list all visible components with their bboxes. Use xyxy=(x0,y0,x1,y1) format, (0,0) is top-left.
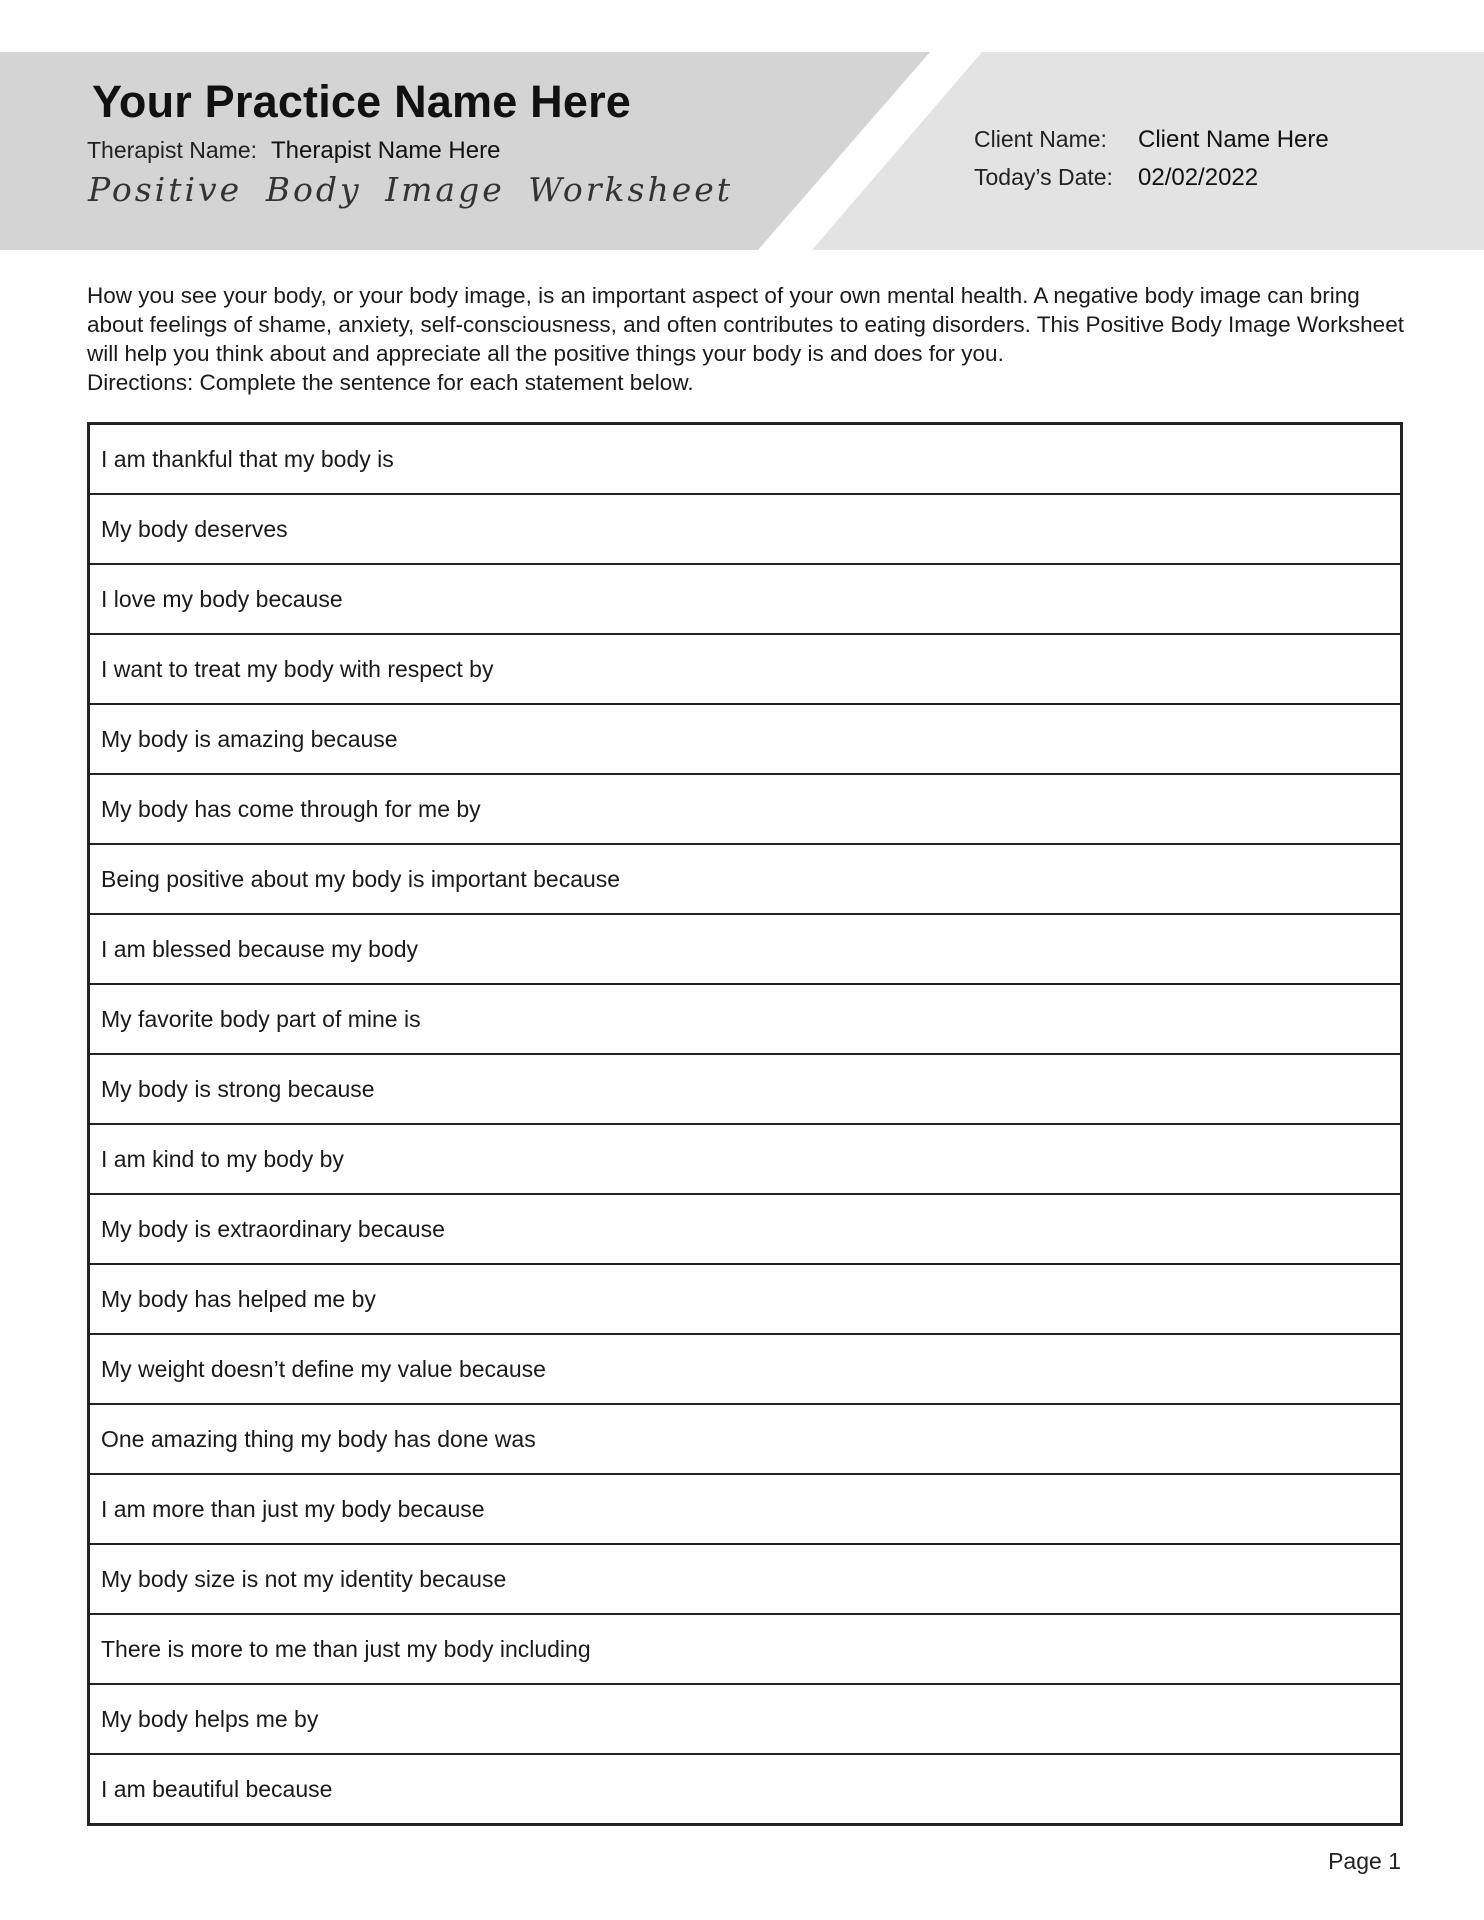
page-number: Page 1 xyxy=(1328,1848,1401,1874)
statement-text: There is more to me than just my body including xyxy=(101,1635,591,1662)
date-value[interactable]: 02/02/2022 xyxy=(1138,164,1259,191)
statement-text: I am more than just my body because xyxy=(101,1495,485,1522)
intro-paragraph: How you see your body, or your body image, is an important aspect of your own mental health. A negative body image can bring about feelings of shame, anxiety, self-consciousness, and often contributes to eating disorders. This Positive Body Image Worksheet will help you think about and appreciate all the positive things your body is and does for you. xyxy=(87,283,1404,366)
statement-text: One amazing thing my body has done was xyxy=(101,1425,536,1452)
statement-row[interactable] xyxy=(90,495,1400,565)
statement-row[interactable] xyxy=(90,1475,1400,1545)
statement-row[interactable] xyxy=(90,635,1400,705)
date-label: Today’s Date: xyxy=(974,164,1113,190)
therapist-label: Therapist Name: xyxy=(87,137,258,163)
statement-text: My body has helped me by xyxy=(101,1285,376,1312)
statement-text: My favorite body part of mine is xyxy=(101,1005,421,1032)
statement-text: My body is extraordinary because xyxy=(101,1215,445,1242)
practice-name: Your Practice Name Here xyxy=(92,76,632,127)
statement-row[interactable] xyxy=(90,425,1400,495)
intro-directions: Directions: Complete the sentence for each statement below. xyxy=(87,370,694,395)
statement-row[interactable] xyxy=(90,845,1400,915)
statement-row[interactable] xyxy=(90,775,1400,845)
statement-text: Being positive about my body is important because xyxy=(101,865,621,892)
client-field xyxy=(974,126,1329,154)
statement-row[interactable] xyxy=(90,985,1400,1055)
statement-row[interactable] xyxy=(90,915,1400,985)
intro-text xyxy=(87,281,1407,397)
statement-row[interactable] xyxy=(90,1405,1400,1475)
statement-row[interactable] xyxy=(90,1335,1400,1405)
statement-text: I am blessed because my body xyxy=(101,935,419,962)
statement-text: My body size is not my identity because xyxy=(101,1565,507,1592)
statement-table xyxy=(87,422,1403,1826)
statement-row[interactable] xyxy=(90,705,1400,775)
statement-row[interactable] xyxy=(90,1195,1400,1265)
date-field xyxy=(974,164,1258,192)
therapist-value[interactable]: Therapist Name Here xyxy=(271,137,501,164)
statement-text: My body is strong because xyxy=(101,1075,375,1102)
statement-text: I want to treat my body with respect by xyxy=(101,655,494,682)
statement-row[interactable] xyxy=(90,1055,1400,1125)
statement-row[interactable] xyxy=(90,1545,1400,1615)
client-value[interactable]: Client Name Here xyxy=(1138,126,1329,153)
statement-text: My body helps me by xyxy=(101,1705,319,1732)
statement-text: I love my body because xyxy=(101,585,343,612)
statement-row[interactable] xyxy=(90,1755,1400,1823)
statement-row[interactable] xyxy=(90,1615,1400,1685)
statement-text: My weight doesn’t define my value because xyxy=(101,1355,546,1382)
statement-text: I am beautiful because xyxy=(101,1775,333,1802)
statement-row[interactable] xyxy=(90,1265,1400,1335)
statement-row[interactable] xyxy=(90,565,1400,635)
statement-text: I am thankful that my body is xyxy=(101,445,394,472)
statement-text: I am kind to my body by xyxy=(101,1145,344,1172)
statement-text: My body is amazing because xyxy=(101,725,398,752)
statement-text: My body has come through for me by xyxy=(101,795,481,822)
client-label: Client Name: xyxy=(974,126,1107,152)
statement-row[interactable] xyxy=(90,1685,1400,1755)
statement-text: My body deserves xyxy=(101,515,288,542)
statement-row[interactable] xyxy=(90,1125,1400,1195)
worksheet-title: Positive Body Image Worksheet xyxy=(88,170,734,209)
therapist-field xyxy=(87,137,500,165)
